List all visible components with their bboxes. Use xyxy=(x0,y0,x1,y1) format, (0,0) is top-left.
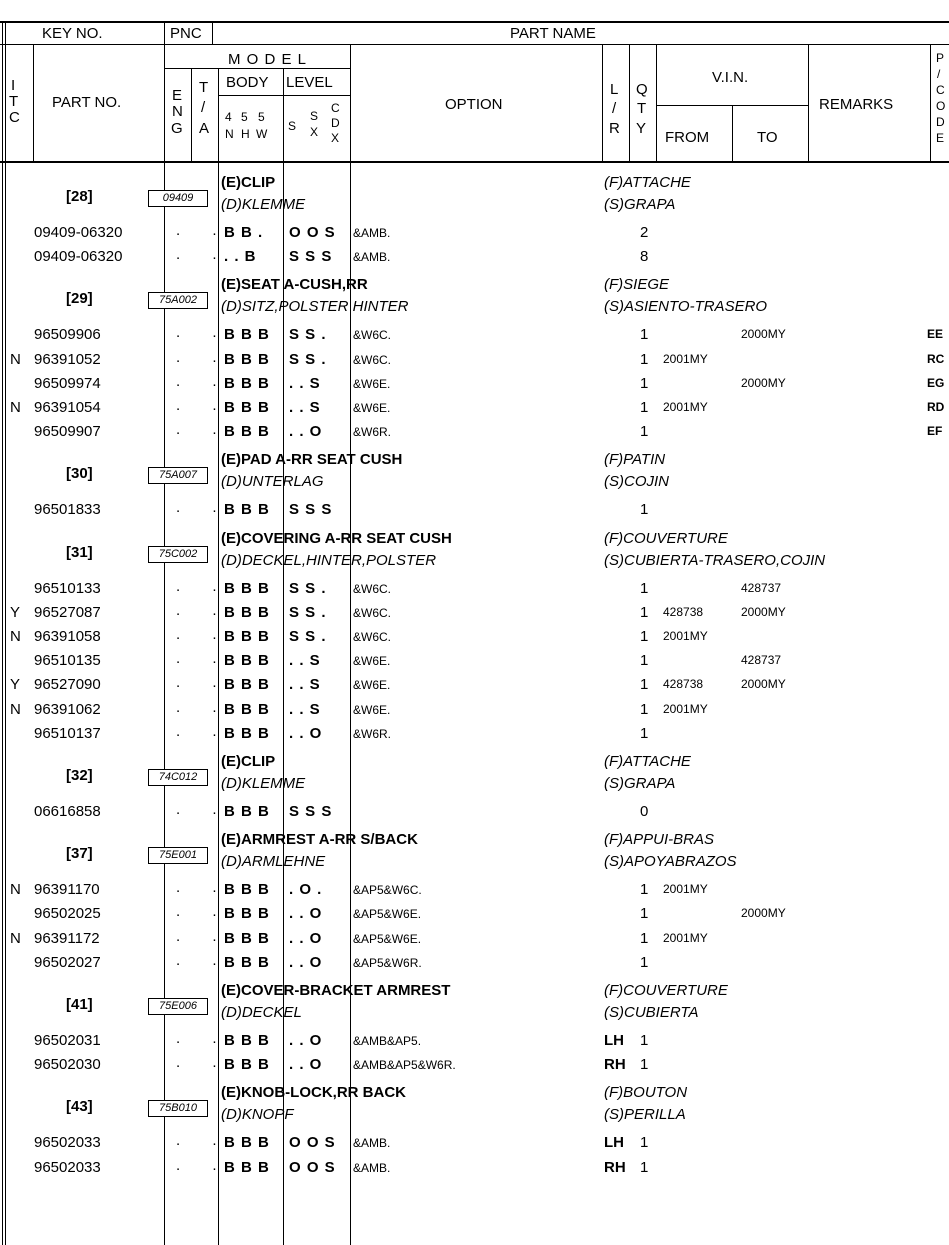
quantity: 1 xyxy=(640,1032,649,1049)
vin-from: 2001MY xyxy=(663,930,708,945)
level-codes: . . O xyxy=(289,953,323,971)
header-body: BODY xyxy=(226,74,269,91)
header-pcode-4: O xyxy=(936,99,946,113)
part-number: 96391170 xyxy=(34,881,100,899)
part-number: 96509906 xyxy=(34,326,101,344)
level-codes: . . S xyxy=(289,676,321,694)
part-number: 96502025 xyxy=(34,905,101,923)
header-lr-1: L xyxy=(610,81,619,98)
pnc-code: 09409 xyxy=(148,190,208,207)
level-codes: S S . xyxy=(289,628,327,645)
body-codes: B B B xyxy=(224,1158,270,1176)
eng-ta-dots: . . xyxy=(176,372,231,390)
level-codes: S S S xyxy=(289,248,333,266)
pnc-code: 75E006 xyxy=(148,998,208,1015)
header-qty-1: Q xyxy=(636,81,648,98)
part-name-fr: (F)PATIN xyxy=(604,451,666,469)
body-codes: B B B xyxy=(224,905,270,923)
part-name-fr: (F)APPUI-BRAS xyxy=(604,831,715,849)
header-level-S: S xyxy=(288,119,297,133)
pnc-code: 74C012 xyxy=(148,769,208,786)
option-code: &W6C. xyxy=(353,630,392,644)
part-name-en: (E)CLIP xyxy=(221,174,276,191)
body-codes: B B B xyxy=(224,399,270,416)
vin-to: 2000MY xyxy=(741,906,786,921)
body-codes: B B B xyxy=(224,724,270,742)
header-rule-1 xyxy=(0,44,949,45)
lr-side: LH xyxy=(604,1134,624,1152)
col-to xyxy=(808,44,809,162)
pnc-code: 75A007 xyxy=(148,467,208,484)
level-codes: . . S xyxy=(289,652,321,670)
col-itc xyxy=(33,44,34,162)
header-remarks: REMARKS xyxy=(819,96,894,113)
level-codes: . . O xyxy=(289,1032,323,1049)
quantity: 2 xyxy=(640,224,649,241)
lr-side: RH xyxy=(604,1056,626,1074)
option-code: &AMB&AP5&W6R. xyxy=(353,1058,456,1073)
part-name-en: (E)SEAT A-CUSH,RR xyxy=(221,276,368,294)
body-codes: B B B xyxy=(224,603,270,621)
eng-ta-dots: . . xyxy=(176,1054,231,1072)
part-name-de: (D)DECKEL,HINTER,POLSTER xyxy=(221,551,437,569)
header-model: M O D E L xyxy=(228,51,308,68)
part-name-de: (D)ARMLEHNE xyxy=(221,853,326,871)
eng-ta-dots: . . xyxy=(176,674,231,692)
body-codes: B B B xyxy=(224,700,270,718)
header-level-CDX-D: D xyxy=(331,116,340,130)
level-codes: S S S xyxy=(289,803,333,820)
pcode: EG xyxy=(927,375,945,390)
part-name-de: (D)KNOPF xyxy=(221,1106,294,1124)
header-body-5w: 5 xyxy=(258,110,265,124)
vin-from: 2001MY xyxy=(663,882,708,897)
body-codes: B B B xyxy=(224,1134,270,1152)
pcode: EF xyxy=(927,424,943,439)
quantity: 1 xyxy=(640,652,649,670)
level-codes: . . O xyxy=(289,905,323,923)
level-codes: O O S xyxy=(289,1134,336,1152)
key-number: [31] xyxy=(66,543,93,561)
eng-ta-dots: . . xyxy=(176,324,231,342)
part-number: 96391052 xyxy=(34,350,101,368)
part-name-en: (E)CLIP xyxy=(221,753,276,770)
key-number: [43] xyxy=(66,1098,93,1116)
itc-flag: N xyxy=(10,628,21,645)
eng-ta-dots: . . xyxy=(176,499,231,517)
itc-flag: N xyxy=(10,881,21,899)
level-codes: . . O xyxy=(289,929,323,947)
option-code: &AMB&AP5. xyxy=(353,1034,422,1048)
header-top-rule xyxy=(0,21,949,23)
option-code: &AMB. xyxy=(353,226,391,240)
header-body-W: W xyxy=(256,127,268,141)
part-name-fr: (F)COUVERTURE xyxy=(604,982,728,999)
eng-ta-dots: . . xyxy=(176,222,231,239)
part-number: 96391172 xyxy=(34,929,100,947)
header-ta-3: A xyxy=(199,120,210,137)
vin-to: 2000MY xyxy=(741,677,786,692)
part-name-es: (S)CUBIERTA-TRASERO,COJIN xyxy=(604,551,826,569)
part-number: 96501833 xyxy=(34,501,101,519)
quantity: 1 xyxy=(640,350,649,368)
vin-to: 2000MY xyxy=(741,327,786,342)
header-part-name: PART NAME xyxy=(510,25,596,42)
level-codes: S S . xyxy=(289,603,327,621)
level-codes: . . O xyxy=(289,423,323,441)
body-codes: B B B xyxy=(224,374,270,392)
quantity: 1 xyxy=(640,1134,649,1152)
col-lr xyxy=(629,44,630,162)
col-pnc-end xyxy=(212,21,213,45)
col-option xyxy=(602,44,603,162)
vin-from: 2001MY xyxy=(663,351,708,366)
quantity: 1 xyxy=(640,628,649,645)
header-vin: V.I.N. xyxy=(712,69,749,86)
eng-ta-dots: . . xyxy=(176,879,231,897)
header-bottom-rule xyxy=(0,161,949,163)
vin-to: 428737 xyxy=(741,580,782,595)
header-lr-3: R xyxy=(609,120,620,137)
header-itc-1: I xyxy=(11,77,16,94)
level-codes: S S . xyxy=(289,579,327,597)
part-number: 96527090 xyxy=(34,676,101,694)
level-codes: . . S xyxy=(289,399,321,416)
header-pcode-1: P xyxy=(936,51,945,65)
option-code: &W6R. xyxy=(353,726,392,741)
eng-ta-dots: . . xyxy=(176,397,231,414)
part-name-de: (D)KLEMME xyxy=(221,196,306,213)
quantity: 1 xyxy=(640,953,649,971)
header-level-SX-S: S xyxy=(310,109,319,123)
part-number: 96391054 xyxy=(34,399,101,416)
body-codes: B B B xyxy=(224,628,270,645)
header-itc-3: C xyxy=(9,109,20,126)
col-level xyxy=(350,44,351,1245)
level-codes: . . O xyxy=(289,724,323,742)
body-codes: B B B xyxy=(224,652,270,670)
part-name-es: (S)ASIENTO-TRASERO xyxy=(604,298,768,316)
part-name-de: (D)UNTERLAG xyxy=(221,473,324,491)
eng-ta-dots: . . xyxy=(176,626,231,643)
part-name-fr: (F)ATTACHE xyxy=(604,753,691,770)
level-codes: . O . xyxy=(289,881,323,899)
header-itc-2: T xyxy=(9,93,19,110)
key-number: [37] xyxy=(66,845,93,863)
pnc-code: 75E001 xyxy=(148,847,208,864)
level-codes: O O S xyxy=(289,1158,336,1176)
part-number: 96502027 xyxy=(34,953,101,971)
header-level-CDX-X: X xyxy=(331,131,340,145)
level-codes: . . S xyxy=(289,374,321,392)
key-number: [28] xyxy=(66,188,93,205)
pcode: EE xyxy=(927,327,944,342)
header-level: LEVEL xyxy=(286,74,333,91)
quantity: 8 xyxy=(640,248,649,266)
pnc-code: 75B010 xyxy=(148,1100,208,1117)
quantity: 1 xyxy=(640,423,649,441)
part-name-en: (E)ARMREST A-RR S/BACK xyxy=(221,831,418,849)
body-codes: B B . xyxy=(224,224,264,241)
eng-ta-dots: . . xyxy=(176,1156,231,1174)
part-number: 96527087 xyxy=(34,603,101,621)
quantity: 1 xyxy=(640,700,649,718)
option-code: &W6R. xyxy=(353,425,392,440)
part-name-fr: (F)ATTACHE xyxy=(604,174,691,191)
lr-side: LH xyxy=(604,1032,624,1049)
header-part-no: PART NO. xyxy=(52,94,122,111)
option-code: &AP5&W6R. xyxy=(353,955,422,970)
vin-to: 2000MY xyxy=(741,604,786,619)
quantity: 1 xyxy=(640,881,649,899)
header-pcode-3: C xyxy=(936,83,945,97)
quantity: 1 xyxy=(640,501,649,519)
level-codes: . . S xyxy=(289,700,321,718)
level-codes: S S . xyxy=(289,350,327,368)
part-name-es: (S)GRAPA xyxy=(604,775,676,792)
part-name-en: (E)COVERING A-RR SEAT CUSH xyxy=(221,529,452,547)
quantity: 0 xyxy=(640,803,649,820)
header-from: FROM xyxy=(665,129,710,146)
header-body-H: H xyxy=(241,127,250,141)
body-codes: B B B xyxy=(224,501,270,519)
part-number: 96502033 xyxy=(34,1134,101,1152)
col-from xyxy=(732,105,733,162)
header-pcode-2: / xyxy=(937,67,941,81)
part-number: 96510133 xyxy=(34,579,101,597)
header-body-4: 4 xyxy=(225,110,232,124)
eng-ta-dots: . . xyxy=(176,951,231,969)
level-codes: O O S xyxy=(289,224,336,241)
header-option: OPTION xyxy=(445,96,503,113)
quantity: 1 xyxy=(640,579,649,597)
body-codes: B B B xyxy=(224,423,270,441)
header-level-CDX-C: C xyxy=(331,101,340,115)
level-codes: S S S xyxy=(289,501,333,519)
vin-from: 2001MY xyxy=(663,400,708,414)
quantity: 1 xyxy=(640,603,649,621)
body-codes: B B B xyxy=(224,1032,270,1049)
key-number: [29] xyxy=(66,290,93,308)
part-number: 96509907 xyxy=(34,423,101,441)
option-code: &AP5&W6E. xyxy=(353,931,422,946)
vin-to: 2000MY xyxy=(741,375,786,390)
option-code: &W6E. xyxy=(353,702,391,717)
header-ta-2: / xyxy=(201,99,206,116)
pnc-code: 75C002 xyxy=(148,546,208,563)
option-code: &AP5&W6E. xyxy=(353,907,422,922)
part-number: 96509974 xyxy=(34,374,101,392)
header-body-5h: 5 xyxy=(241,110,248,124)
col-qty xyxy=(656,44,657,162)
header-eng-1: E xyxy=(172,87,183,104)
key-number: [30] xyxy=(66,465,93,483)
part-name-fr: (F)BOUTON xyxy=(604,1084,688,1102)
part-number: 06616858 xyxy=(34,803,101,820)
quantity: 1 xyxy=(640,724,649,742)
body-codes: B B B xyxy=(224,803,270,820)
part-number: 96510137 xyxy=(34,724,101,742)
eng-ta-dots: . . xyxy=(176,348,231,366)
header-pnc: PNC xyxy=(170,25,202,42)
eng-ta-dots: . . xyxy=(176,801,231,818)
quantity: 1 xyxy=(640,374,649,392)
lr-side: RH xyxy=(604,1158,626,1176)
part-name-de: (D)SITZ,POLSTER HINTER xyxy=(221,298,409,316)
quantity: 1 xyxy=(640,929,649,947)
vin-from: 2001MY xyxy=(663,701,708,716)
border-left-2 xyxy=(5,21,6,1245)
key-number: [32] xyxy=(66,767,93,784)
pnc-code: 75A002 xyxy=(148,292,208,309)
body-codes: B B B xyxy=(224,929,270,947)
eng-ta-dots: . . xyxy=(176,601,231,619)
itc-flag: N xyxy=(10,399,21,416)
header-qty-3: Y xyxy=(636,120,647,137)
vin-from: 428738 xyxy=(663,604,704,619)
col-body xyxy=(283,68,284,1245)
quantity: 1 xyxy=(640,326,649,344)
eng-ta-dots: . . xyxy=(176,650,231,668)
part-name-de: (D)KLEMME xyxy=(221,775,306,792)
body-codes: B B B xyxy=(224,350,270,368)
part-number: 09409-06320 xyxy=(34,248,123,266)
body-codes: B B B xyxy=(224,881,270,899)
vin-from: 2001MY xyxy=(663,629,708,643)
header-eng-2: N xyxy=(172,103,183,120)
header-qty-2: T xyxy=(637,100,647,117)
option-code: &W6E. xyxy=(353,654,391,669)
header-pcode-5: D xyxy=(936,115,945,129)
part-number: 96502030 xyxy=(34,1056,101,1074)
option-code: &W6E. xyxy=(353,376,391,391)
body-codes: B B B xyxy=(224,579,270,597)
header-key-no: KEY NO. xyxy=(42,25,103,42)
eng-ta-dots: . . xyxy=(176,577,231,595)
header-level-SX-X: X xyxy=(310,125,319,139)
vin-from: 428738 xyxy=(663,677,704,692)
quantity: 1 xyxy=(640,1158,649,1176)
part-name-de: (D)DECKEL xyxy=(221,1004,302,1021)
part-name-en: (E)PAD A-RR SEAT CUSH xyxy=(221,451,403,469)
pcode: RD xyxy=(927,400,945,414)
eng-ta-dots: . . xyxy=(176,903,231,921)
option-code: &AMB. xyxy=(353,250,391,265)
option-code: &W6C. xyxy=(353,328,392,343)
body-codes: B B B xyxy=(224,953,270,971)
eng-ta-dots: . . xyxy=(176,722,231,740)
option-code: &W6C. xyxy=(353,605,392,620)
part-name-es: (S)COJIN xyxy=(604,473,669,491)
itc-flag: N xyxy=(10,929,21,947)
part-number: 96510135 xyxy=(34,652,101,670)
part-number: 96391062 xyxy=(34,700,101,718)
option-code: &W6E. xyxy=(353,678,391,693)
eng-ta-dots: . . xyxy=(176,927,231,945)
part-name-es: (S)PERILLA xyxy=(604,1106,686,1124)
itc-flag: Y xyxy=(10,676,21,694)
body-codes: B B B xyxy=(224,1056,270,1074)
pcode: RC xyxy=(927,351,945,366)
header-eng-3: G xyxy=(171,120,183,137)
itc-flag: N xyxy=(10,700,21,718)
itc-flag: N xyxy=(10,350,21,368)
eng-ta-dots: . . xyxy=(176,698,231,716)
part-name-fr: (F)COUVERTURE xyxy=(604,529,728,547)
part-name-en: (E)COVER-BRACKET ARMREST xyxy=(221,982,451,999)
body-codes: B B B xyxy=(224,326,270,344)
quantity: 1 xyxy=(640,676,649,694)
col-remarks xyxy=(930,44,931,162)
body-codes: . . B xyxy=(224,248,257,266)
part-number: 96502031 xyxy=(34,1032,101,1049)
quantity: 1 xyxy=(640,905,649,923)
header-rule-body xyxy=(218,95,350,96)
option-code: &W6E. xyxy=(353,401,391,415)
header-to: TO xyxy=(757,129,778,146)
part-number: 96391058 xyxy=(34,628,101,645)
option-code: &AP5&W6C. xyxy=(353,883,422,898)
header-ta-1: T xyxy=(199,79,209,96)
header-body-N: N xyxy=(225,127,234,141)
eng-ta-dots: . . xyxy=(176,1132,231,1150)
option-code: &W6C. xyxy=(353,581,392,596)
vin-to: 428737 xyxy=(741,653,782,668)
option-code: &AMB. xyxy=(353,1160,391,1175)
level-codes: . . O xyxy=(289,1056,323,1074)
body-codes: B B B xyxy=(224,676,270,694)
eng-ta-dots: . . xyxy=(176,246,231,264)
eng-ta-dots: . . xyxy=(176,421,231,439)
quantity: 1 xyxy=(640,399,649,416)
header-lr-2: / xyxy=(612,100,617,117)
header-pcode-6: E xyxy=(936,131,945,145)
col-eng xyxy=(191,68,192,162)
border-left-1 xyxy=(2,21,3,1245)
part-name-en: (E)KNOB-LOCK,RR BACK xyxy=(221,1084,406,1102)
level-codes: S S . xyxy=(289,326,327,344)
option-code: &W6C. xyxy=(353,352,392,367)
quantity: 1 xyxy=(640,1056,649,1074)
part-name-es: (S)APOYABRAZOS xyxy=(604,853,737,871)
part-number: 09409-06320 xyxy=(34,224,123,241)
eng-ta-dots: . . xyxy=(176,1030,231,1047)
part-name-es: (S)CUBIERTA xyxy=(604,1004,699,1021)
itc-flag: Y xyxy=(10,603,21,621)
key-number: [41] xyxy=(66,996,93,1013)
option-code: &AMB. xyxy=(353,1136,391,1151)
part-name-es: (S)GRAPA xyxy=(604,196,676,213)
part-name-fr: (F)SIEGE xyxy=(604,276,670,294)
part-number: 96502033 xyxy=(34,1158,101,1176)
